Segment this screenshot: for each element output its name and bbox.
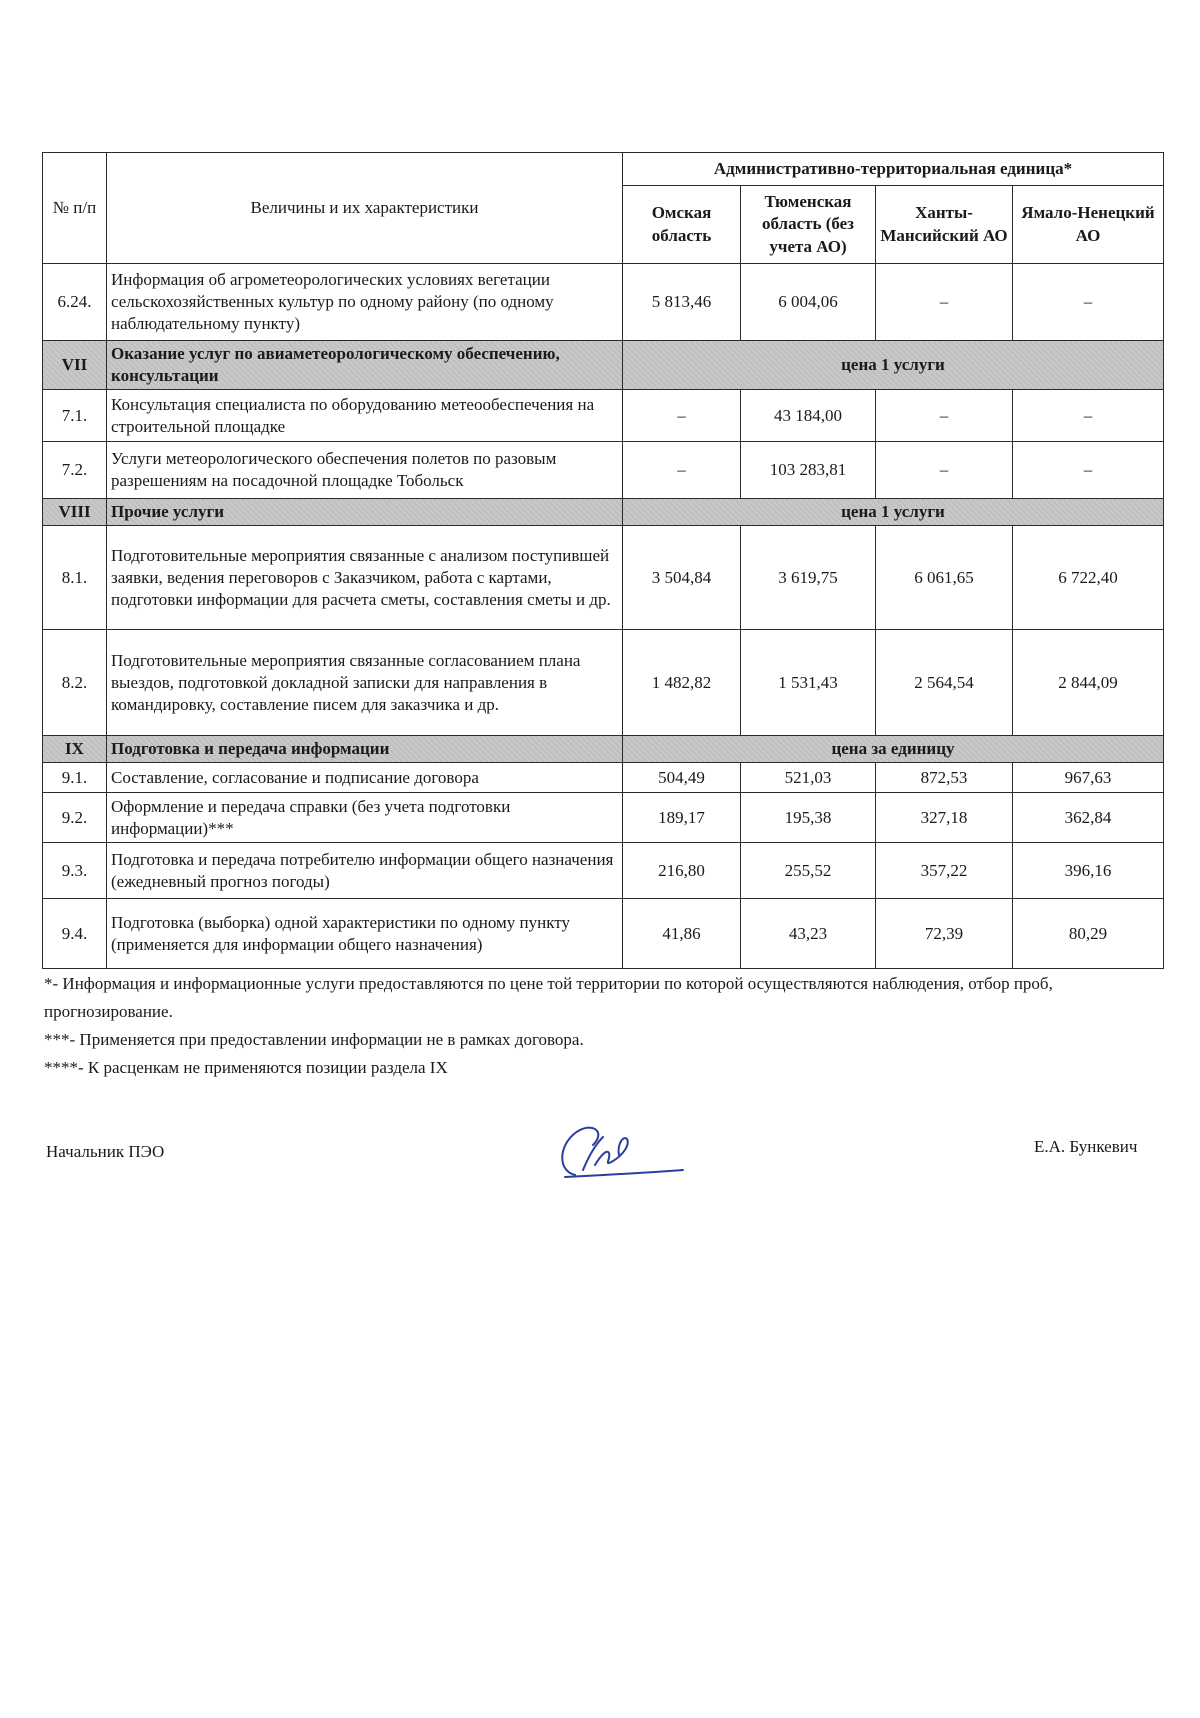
value-khmao: – (876, 442, 1013, 499)
value-omsk: – (623, 390, 741, 442)
value-omsk: 504,49 (623, 763, 741, 793)
value-khmao: 6 061,65 (876, 526, 1013, 630)
value-tyumen: 255,52 (741, 843, 876, 899)
value-omsk: 1 482,82 (623, 630, 741, 736)
value-tyumen: 43 184,00 (741, 390, 876, 442)
value-yanao: – (1013, 442, 1164, 499)
row-description: Информация об агрометеорологических условиях вегетации сельскохозяйственных культур по одному району (по одному наблюдательному пункту) (107, 264, 623, 341)
value-khmao: 327,18 (876, 793, 1013, 843)
footnote-1: *- Информация и информационные услуги предоставляются по цене той территории по которой осуществляются наблюдения, отбор проб, прогнозирование. (44, 974, 1053, 1021)
table-row (43, 899, 1164, 969)
value-tyumen: 43,23 (741, 899, 876, 969)
section-price-label: цена 1 услуги (623, 341, 1164, 390)
row-description: Подготовка (выборка) одной характеристики по одному пункту (применяется для информации общего назначения) (107, 899, 623, 969)
row-number: 9.3. (43, 843, 107, 899)
section-title: Подготовка и передача информации (107, 736, 623, 763)
signatory-position: Начальник ПЭО (46, 1142, 165, 1161)
value-tyumen: 195,38 (741, 793, 876, 843)
section-row (43, 499, 1164, 526)
table-row (43, 442, 1164, 499)
value-yanao: – (1013, 264, 1164, 341)
table-row (43, 390, 1164, 442)
value-tyumen: 1 531,43 (741, 630, 876, 736)
value-yanao: 80,29 (1013, 899, 1164, 969)
region-tyumen-header: Тюменская область (без учета АО) (741, 186, 876, 264)
tariff-table (42, 152, 1164, 969)
value-yanao: – (1013, 390, 1164, 442)
row-number: 8.2. (43, 630, 107, 736)
row-number: 7.1. (43, 390, 107, 442)
row-number: 9.2. (43, 793, 107, 843)
region-khmao-header: Ханты-Мансийский АО (876, 186, 1013, 264)
row-description: Подготовительные мероприятия связанные согласованием плана выездов, подготовкой докладной записки для направления в командировку, составление писем для заказчика и др. (107, 630, 623, 736)
section-title: Оказание услуг по авиаметеорологическому обеспечению, консультации (107, 341, 623, 390)
section-row (43, 341, 1164, 390)
region-omsk-header: Омская область (623, 186, 741, 264)
section-row (43, 736, 1164, 763)
value-khmao: 872,53 (876, 763, 1013, 793)
section-number: IX (43, 736, 107, 763)
row-description: Подготовка и передача потребителю информации общего назначения (ежедневный прогноз погоды) (107, 843, 623, 899)
value-tyumen: 521,03 (741, 763, 876, 793)
value-khmao: – (876, 390, 1013, 442)
value-omsk: – (623, 442, 741, 499)
section-number: VII (43, 341, 107, 390)
section-price-label: цена за единицу (623, 736, 1164, 763)
row-number: 8.1. (43, 526, 107, 630)
row-number: 9.1. (43, 763, 107, 793)
header-row-1 (43, 153, 1164, 186)
table-row (43, 630, 1164, 736)
value-omsk: 5 813,46 (623, 264, 741, 341)
value-yanao: 2 844,09 (1013, 630, 1164, 736)
row-description: Услуги метеорологического обеспечения полетов по разовым разрешениям на посадочной площадке Тобольск (107, 442, 623, 499)
table-row (43, 793, 1164, 843)
value-omsk: 216,80 (623, 843, 741, 899)
footnotes (44, 970, 1169, 1082)
value-yanao: 6 722,40 (1013, 526, 1164, 630)
value-yanao: 362,84 (1013, 793, 1164, 843)
handwritten-signature (535, 1115, 685, 1185)
signatory-name: Е.А. Бункевич (1034, 1137, 1138, 1156)
value-khmao: 357,22 (876, 843, 1013, 899)
section-price-label: цена 1 услуги (623, 499, 1164, 526)
value-khmao: 72,39 (876, 899, 1013, 969)
value-khmao: 2 564,54 (876, 630, 1013, 736)
table-row (43, 763, 1164, 793)
region-yanao-header: Ямало-Ненецкий АО (1013, 186, 1164, 264)
row-description: Оформление и передача справки (без учета подготовки информации)*** (107, 793, 623, 843)
value-omsk: 41,86 (623, 899, 741, 969)
table-row (43, 264, 1164, 341)
value-khmao: – (876, 264, 1013, 341)
row-description: Консультация специалиста по оборудованию метеообеспечения на строительной площадке (107, 390, 623, 442)
col-desc-header: Величины и их характеристики (107, 153, 623, 264)
section-title: Прочие услуги (107, 499, 623, 526)
footnote-4: ****- К расценкам не применяются позиции раздела IX (44, 1058, 448, 1077)
row-number: 7.2. (43, 442, 107, 499)
value-tyumen: 6 004,06 (741, 264, 876, 341)
row-description: Подготовительные мероприятия связанные с анализом поступившей заявки, ведения переговоров с Заказчиком, работа с картами, подготовки информации для расчета сметы, составления сметы и др. (107, 526, 623, 630)
col-group-header: Административно-территориальная единица* (623, 153, 1164, 186)
section-number: VIII (43, 499, 107, 526)
value-tyumen: 103 283,81 (741, 442, 876, 499)
table-row (43, 843, 1164, 899)
footnote-3: ***- Применяется при предоставлении информации не в рамках договора. (44, 1030, 584, 1049)
table-row (43, 526, 1164, 630)
value-yanao: 967,63 (1013, 763, 1164, 793)
row-number: 6.24. (43, 264, 107, 341)
col-num-header: № п/п (43, 153, 107, 264)
value-omsk: 189,17 (623, 793, 741, 843)
row-number: 9.4. (43, 899, 107, 969)
row-description: Составление, согласование и подписание договора (107, 763, 623, 793)
value-yanao: 396,16 (1013, 843, 1164, 899)
value-omsk: 3 504,84 (623, 526, 741, 630)
value-tyumen: 3 619,75 (741, 526, 876, 630)
